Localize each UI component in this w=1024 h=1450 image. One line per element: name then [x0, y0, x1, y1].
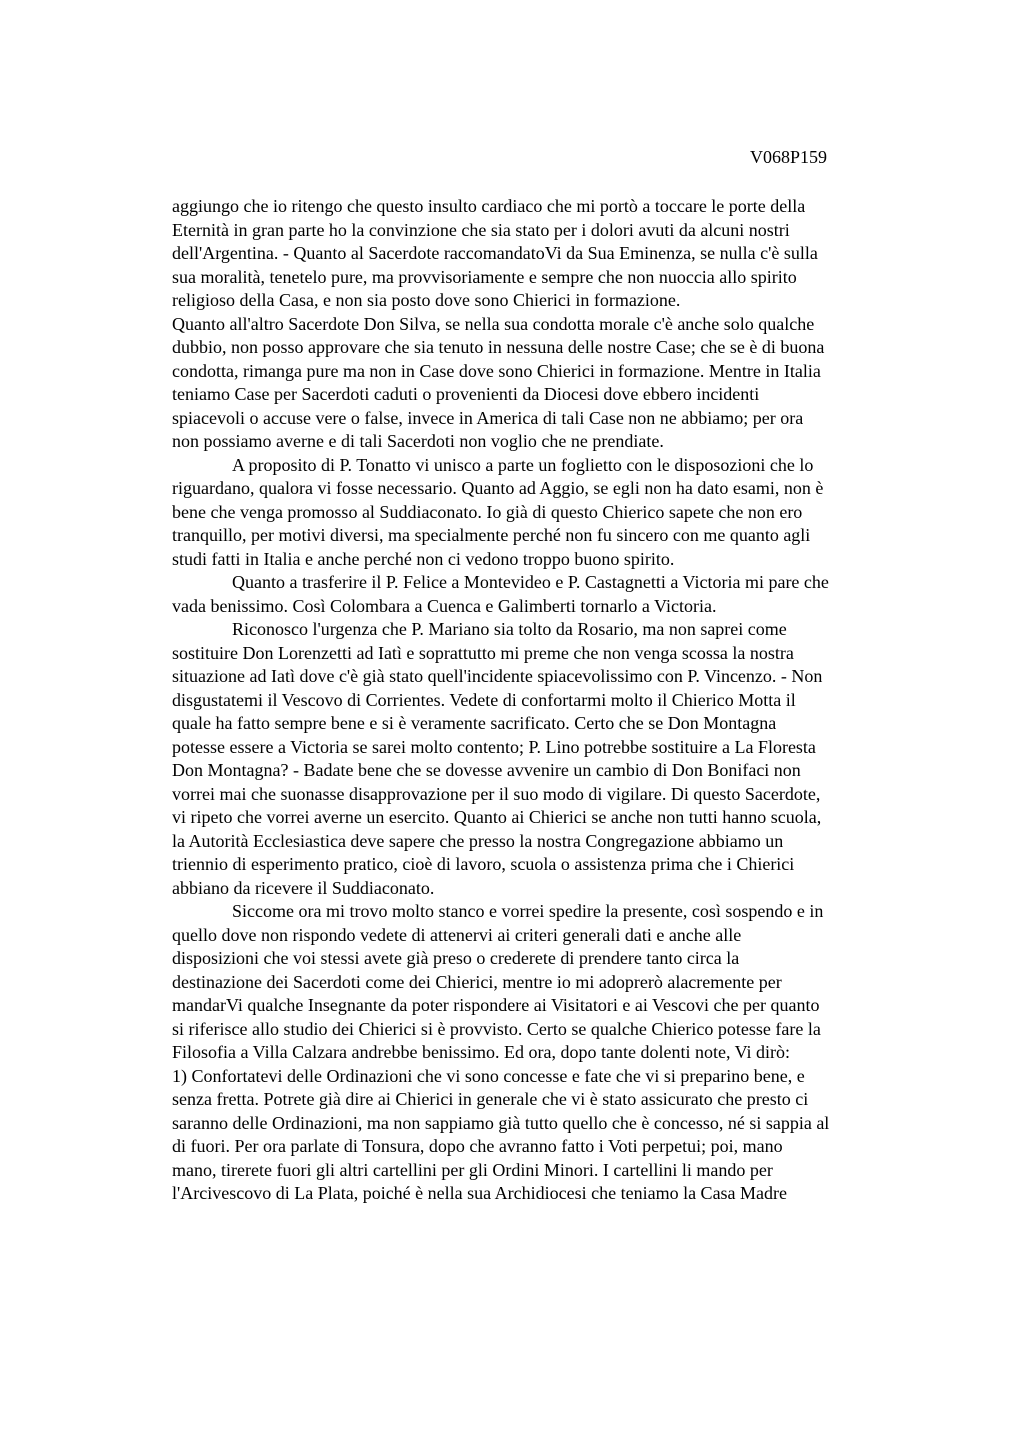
text-line: potesse essere a Victoria se sarei molto contento; P. Lino potrebbe sostituire a La Floresta	[172, 736, 816, 757]
text-line: Quanto a trasferire il P. Felice a Montevideo e P. Castagnetti a Victoria mi pare che	[232, 572, 829, 592]
text-line: vorrei mai che suonasse disapprovazione per il suo modo di vigilare. Di questo Sacerdote,	[172, 783, 821, 804]
text-line: disposizioni che voi stessi avete già preso o crederete di prendere tanto circa la	[172, 948, 740, 968]
text-line: l'Arcivescovo di La Plata, poiché è nella sua Archidiocesi che teniamo la Casa Madre	[172, 1183, 788, 1203]
text-line: spiacevoli o accuse vere o false, invece in America di tali Case non ne abbiamo; per ora	[172, 407, 804, 428]
text-line: aggiungo che io ritengo che questo insulto cardiaco che mi portò a toccare le porte della	[172, 196, 806, 216]
text-line: dubbio, non posso approvare che sia tenuto in nessuna delle nostre Case; che se è di buona	[172, 337, 825, 357]
text-line: sua moralità, tenetelo pure, ma provvisoriamente e sempre che non nuoccia allo spirito	[172, 266, 797, 287]
text-line: teniamo Case per Sacerdoti caduti o provenienti da Diocesi dove ebbero incidenti	[172, 384, 760, 404]
text-line: triennio di esperimento pratico, cioè di lavoro, scuola o assistenza prima che i Chierici	[172, 854, 795, 874]
text-line: mandarVi qualche Insegnante da poter rispondere ai Visitatori e ai Vescovi che per quanto	[172, 995, 820, 1015]
text-line: studi fatti in Italia e anche perché non ci vedono troppo buono spirito.	[172, 548, 675, 569]
text-line: 1) Confortatevi delle Ordinazioni che vi sono concesse e fate che vi si preparino bene, e	[172, 1065, 805, 1086]
text-line: vi ripeto che vorrei averne un esercito. Quanto ai Chierici se anche non tutti hanno scuola,	[172, 807, 822, 827]
text-line: non possiamo averne e di tali Sacerdoti non voglio che ne prendiate.	[172, 431, 664, 451]
text-line: Eternità in gran parte ho la convinzione che sia stato per i dolori avuti da alcuni nostri	[172, 219, 790, 240]
text-line: si riferisce allo studio dei Chierici si è provvisto. Certo se qualche Chierico potesse fare la	[172, 1018, 821, 1039]
text-line: situazione ad Iatì dove c'è già stato quell'incidente spiacevolissimo con P. Vincenzo. - Non	[172, 666, 823, 686]
text-line: Siccome ora mi trovo molto stanco e vorrei spedire la presente, così sospendo e in	[232, 901, 824, 921]
letter-body	[172, 195, 932, 1206]
text-line: A proposito di P. Tonatto vi unisco a parte un foglietto con le disposozioni che lo	[232, 454, 814, 475]
text-line: vada benissimo. Così Colombara a Cuenca e Galimberti tornarlo a Victoria.	[172, 595, 717, 616]
text-line: Filosofia a Villa Calzara andrebbe benissimo. Ed ora, dopo tante dolenti note, Vi dirò:	[172, 1042, 791, 1062]
text-line: quale ha fatto sempre bene e si è veramente sacrificato. Certo che se Don Montagna	[172, 713, 777, 733]
text-line: destinazione dei Sacerdoti come dei Chierici, mentre io mi adoprerò alacremente per	[172, 971, 782, 992]
text-line: riguardano, qualora vi fosse necessario. Quanto ad Aggio, se egli non ha dato esami, non è	[172, 478, 824, 498]
text-line: la Autorità Ecclesiastica deve sapere che presso la nostra Congregazione abbiamo un	[172, 830, 784, 851]
text-line: abbiano da ricevere il Suddiaconato.	[172, 877, 435, 898]
text-line: religioso della Casa, e non sia posto dove sono Chierici in formazione.	[172, 290, 681, 310]
text-line: bene che venga promosso al Suddiaconato. Io già di questo Chierico sapete che non ero	[172, 501, 803, 522]
text-line: saranno delle Ordinazioni, ma non sappiamo già tutto quello che è concesso, né si sappia al	[172, 1112, 830, 1133]
text-line: sostituire Don Lorenzetti ad Iatì e soprattutto mi preme che non venga scossa la nostra	[172, 642, 794, 663]
text-line: Quanto all'altro Sacerdote Don Silva, se nella sua condotta morale c'è anche solo qualche	[172, 313, 815, 334]
page-reference: V068P159	[750, 147, 828, 167]
text-line: senza fretta. Potrete già dire ai Chierici in generale che vi è stato assicurato che presto ci	[172, 1089, 809, 1109]
text-line: tranquillo, per motivi diversi, ma specialmente perché non fu sincero con me quanto agli	[172, 525, 811, 545]
text-line: Riconosco l'urgenza che P. Mariano sia tolto da Rosario, ma non saprei come	[232, 619, 787, 639]
text-line: mano, tirerete fuori gli altri cartellini per gli Ordini Minori. I cartellini li mando per	[172, 1159, 773, 1180]
text-line: dell'Argentina. - Quanto al Sacerdote raccomandatoVi da Sua Eminenza, se nulla c'è sulla	[172, 243, 818, 263]
text-line: quello dove non rispondo vedete di attenervi ai criteri generali dati e anche alle	[172, 924, 742, 945]
text-line: condotta, rimanga pure ma non in Case dove sono Chierici in formazione. Mentre in Italia	[172, 360, 821, 381]
text-line: disgustatemi il Vescovo di Corrientes. Vedete di confortarmi molto il Chierico Motta il	[172, 689, 796, 710]
text-line: di fuori. Per ora parlate di Tonsura, dopo che avranno fatto i Voti perpetui; poi, mano	[172, 1136, 783, 1156]
text-line: Don Montagna? - Badate bene che se dovesse avvenire un cambio di Don Bonifaci non	[172, 760, 801, 780]
